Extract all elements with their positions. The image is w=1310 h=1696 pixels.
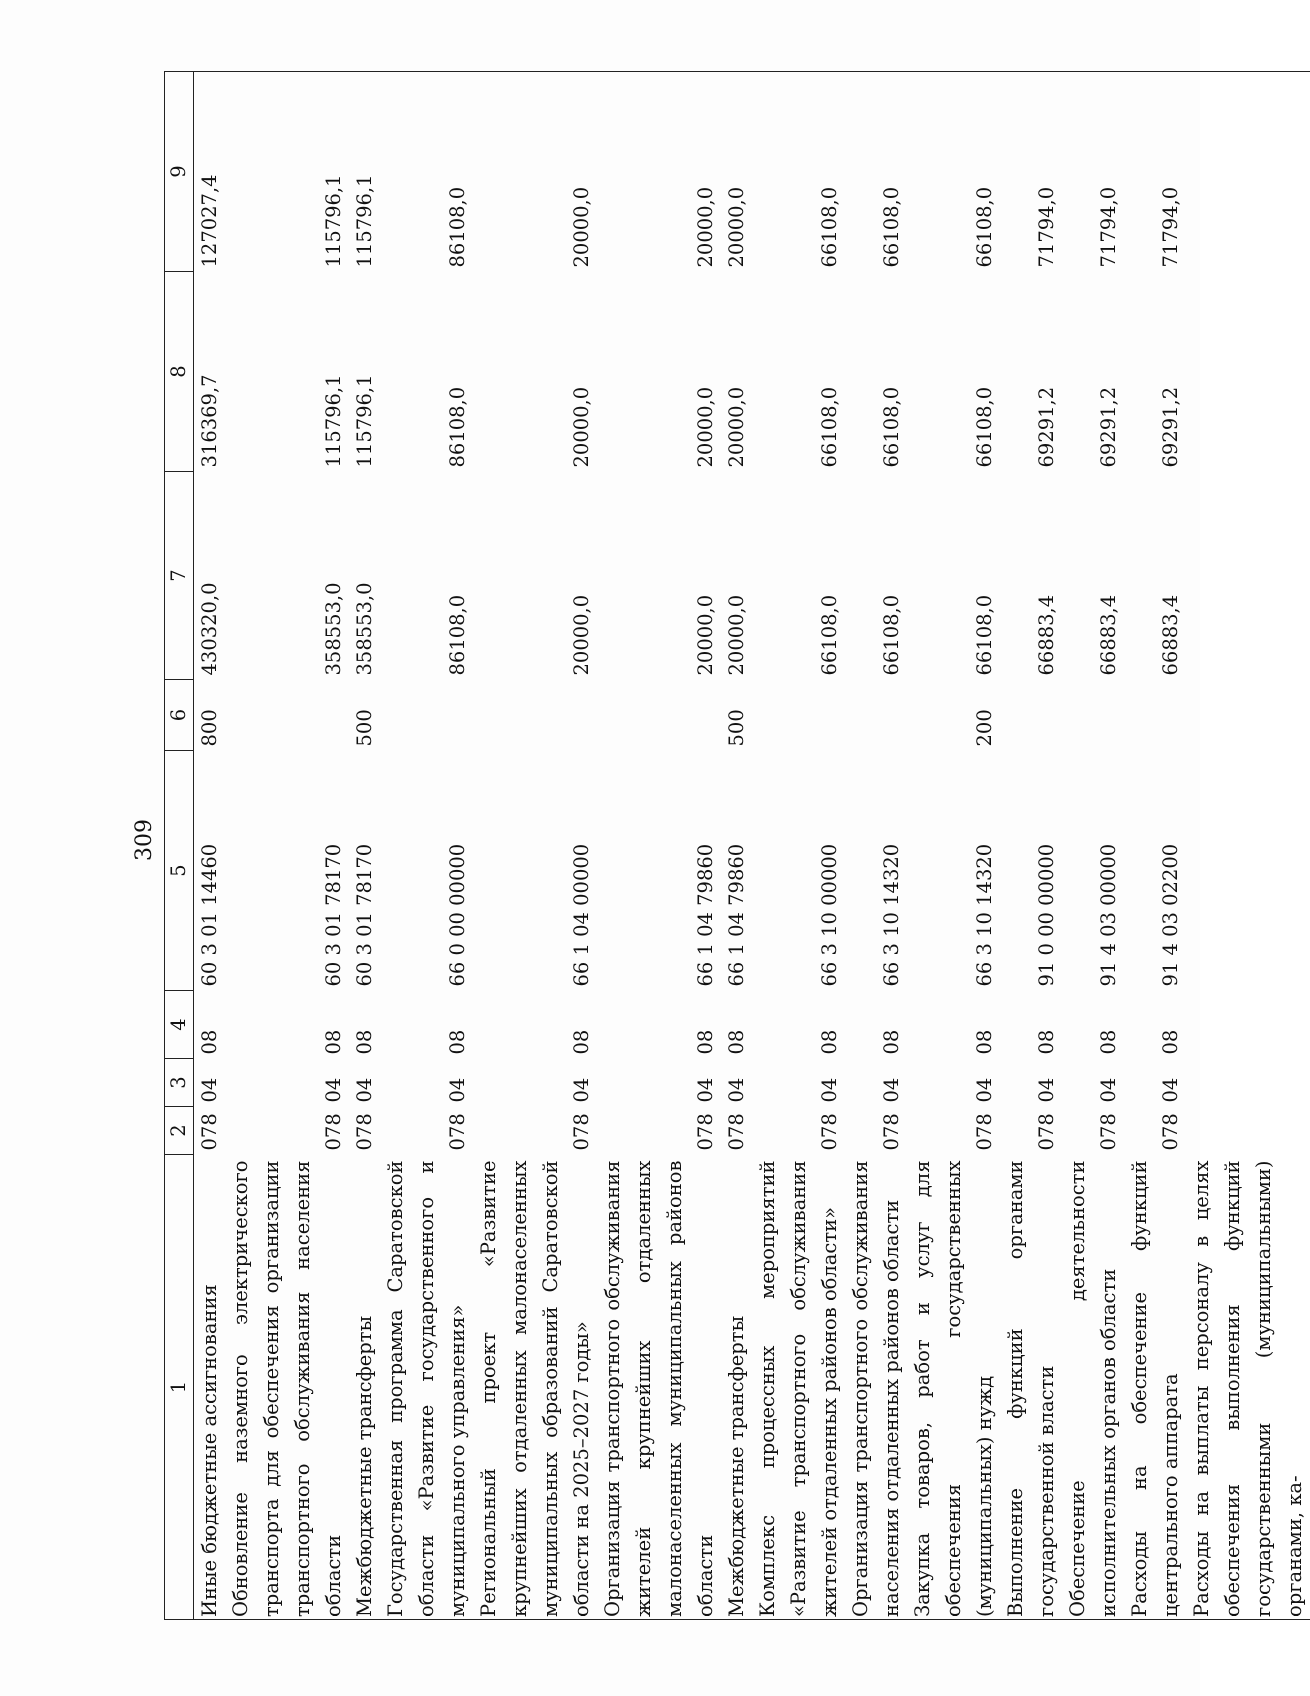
column-header: 1 [165, 1155, 194, 1620]
cell-amount-year2: 115796,1 [322, 374, 345, 468]
table-row [349, 72, 380, 1620]
cell-amount-year3: 66108,0 [845, 72, 907, 272]
cell-name: Государственная программа Саратовской области «Развитие государственного и муниципального управления» [380, 1155, 473, 1620]
cell-amount-year3: 66108,0 [907, 72, 1000, 272]
cell-expense-type: 800 [198, 709, 221, 747]
cell-amount-year3: 20000,0 [597, 72, 721, 272]
cell-section: 04 [322, 1077, 345, 1103]
cell-chapter: 078 [198, 1113, 221, 1151]
cell-amount-year2: 115796,1 [353, 374, 376, 468]
cell-section: 04 [570, 1077, 593, 1103]
cell-target-article: 91 0 00 00000 [1035, 843, 1058, 987]
cell-amount-year1: 86108,0 [446, 594, 469, 676]
cell-expense-type [845, 680, 907, 751]
cell-subsection: 08 [725, 1029, 748, 1055]
cell-amount-year2: 69291,2 [1097, 386, 1120, 468]
cell-chapter: 078 [353, 1113, 376, 1151]
cell-amount-year2: 69291,2 [1159, 386, 1182, 468]
cell-name: Региональный проект «Развитие крупнейших отдаленных малонаселенных муниципальных образований Саратовской области на 2025–2027 годы» [473, 1155, 597, 1620]
cell-chapter: 078 [322, 1113, 345, 1151]
cell-expense-type: 500 [353, 709, 376, 747]
cell-amount-year3 [1186, 72, 1310, 272]
table-row [845, 72, 907, 1620]
cell-name: Расходы на выплаты персоналу в целях обеспечения выполнения функций государственными (муниципальными) органами, ка- [1186, 1155, 1310, 1620]
cell-amount-year2: 316369,7 [198, 374, 221, 468]
cell-chapter: 078 [818, 1113, 841, 1151]
cell-amount-year3: 127027,4 [194, 72, 226, 272]
cell-amount-year1: 66108,0 [973, 594, 996, 676]
cell-amount-year3: 20000,0 [473, 72, 597, 272]
cell-target-article [1186, 751, 1310, 991]
column-header: 7 [165, 472, 194, 680]
cell-target-article: 60 3 01 78170 [322, 843, 345, 987]
column-header: 5 [165, 751, 194, 991]
cell-amount-year1: 66883,4 [1097, 594, 1120, 676]
cell-target-article: 91 4 03 02200 [1159, 843, 1182, 987]
cell-target-article: 66 0 00 00000 [446, 843, 469, 987]
cell-amount-year1: 20000,0 [570, 594, 593, 676]
cell-expense-type [752, 680, 845, 751]
cell-amount-year3: 66108,0 [752, 72, 845, 272]
cell-name: Выполнение функций органами государственной власти [1000, 1155, 1062, 1620]
cell-target-article: 60 3 01 14460 [198, 843, 221, 987]
cell-amount-year1: 358553,0 [322, 582, 345, 676]
table-row [1000, 72, 1062, 1620]
cell-subsection: 08 [1159, 1029, 1182, 1055]
cell-amount-year3: 71794,0 [1000, 72, 1062, 272]
column-header: 8 [165, 272, 194, 472]
cell-expense-type [597, 680, 721, 751]
cell-expense-type [1000, 680, 1062, 751]
cell-expense-type: 500 [725, 709, 748, 747]
cell-target-article: 66 1 04 00000 [570, 843, 593, 987]
cell-amount-year2 [1186, 272, 1310, 472]
cell-amount-year3: 71794,0 [1062, 72, 1124, 272]
cell-subsection: 08 [353, 1029, 376, 1055]
cell-chapter: 078 [1159, 1113, 1182, 1151]
cell-expense-type [1062, 680, 1124, 751]
cell-section: 04 [1097, 1077, 1120, 1103]
cell-subsection: 08 [322, 1029, 345, 1055]
page-number: 309 [132, 819, 157, 861]
cell-name: Межбюджетные трансферты [721, 1155, 752, 1620]
column-header: 3 [165, 1059, 194, 1107]
column-header: 4 [165, 991, 194, 1059]
cell-section: 04 [880, 1077, 903, 1103]
cell-target-article: 66 3 10 14320 [973, 843, 996, 987]
table-row [752, 72, 845, 1620]
cell-target-article: 66 1 04 79860 [694, 843, 717, 987]
cell-target-article: 66 3 10 14320 [880, 843, 903, 987]
cell-chapter [1186, 1107, 1310, 1155]
cell-name: Организация транспортного обслуживания жителей крупнейших отдаленных малонаселенных муниципальных районов области [597, 1155, 721, 1620]
cell-name: Организация транспортного обслуживания населения отдаленных районов области [845, 1155, 907, 1620]
cell-subsection: 08 [818, 1029, 841, 1055]
cell-section: 04 [1035, 1077, 1058, 1103]
cell-amount-year2: 66108,0 [973, 386, 996, 468]
cell-section: 04 [725, 1077, 748, 1103]
cell-section: 04 [818, 1077, 841, 1103]
column-header: 6 [165, 680, 194, 751]
cell-chapter: 078 [973, 1113, 996, 1151]
cell-chapter: 078 [1097, 1113, 1120, 1151]
rotated-content [130, 60, 1306, 1620]
cell-subsection: 08 [880, 1029, 903, 1055]
table-body [194, 72, 1310, 1620]
cell-name: Иные бюджетные ассигнования [194, 1155, 226, 1620]
cell-subsection: 08 [694, 1029, 717, 1055]
table-row [907, 72, 1000, 1620]
cell-chapter: 078 [880, 1113, 903, 1151]
cell-amount-year1: 66108,0 [880, 594, 903, 676]
cell-amount-year3: 115796,1 [349, 72, 380, 272]
budget-table [164, 71, 1310, 1620]
cell-amount-year3: 20000,0 [721, 72, 752, 272]
cell-amount-year2: 20000,0 [694, 386, 717, 468]
cell-expense-type [380, 680, 473, 751]
cell-section: 04 [1159, 1077, 1182, 1103]
table-row [1186, 72, 1310, 1620]
cell-target-article: 66 3 10 00000 [818, 843, 841, 987]
table-row [380, 72, 473, 1620]
column-header: 2 [165, 1107, 194, 1155]
cell-amount-year2: 66108,0 [818, 386, 841, 468]
table-row [225, 72, 349, 1620]
cell-amount-year2: 86108,0 [446, 386, 469, 468]
cell-amount-year3: 86108,0 [380, 72, 473, 272]
cell-expense-type [225, 680, 349, 751]
column-header: 9 [165, 72, 194, 272]
cell-amount-year1: 20000,0 [694, 594, 717, 676]
cell-amount-year3: 71794,0 [1124, 72, 1186, 272]
cell-subsection: 08 [1097, 1029, 1120, 1055]
cell-amount-year1: 66883,4 [1159, 594, 1182, 676]
cell-amount-year2: 66108,0 [880, 386, 903, 468]
cell-amount-year2: 20000,0 [570, 386, 593, 468]
cell-chapter: 078 [725, 1113, 748, 1151]
cell-expense-type [473, 680, 597, 751]
table-row [597, 72, 721, 1620]
table-row [1124, 72, 1186, 1620]
cell-amount-year1: 430320,0 [198, 582, 221, 676]
cell-chapter: 078 [570, 1113, 593, 1151]
cell-name: Обеспечение деятельности исполнительных органов области [1062, 1155, 1124, 1620]
cell-amount-year1: 66108,0 [818, 594, 841, 676]
cell-target-article: 66 1 04 79860 [725, 843, 748, 987]
cell-expense-type: 200 [973, 709, 996, 747]
cell-subsection: 08 [973, 1029, 996, 1055]
cell-subsection: 08 [570, 1029, 593, 1055]
cell-subsection: 08 [446, 1029, 469, 1055]
cell-subsection [1186, 991, 1310, 1059]
table-row [194, 72, 226, 1620]
cell-section: 04 [198, 1077, 221, 1103]
cell-section: 04 [446, 1077, 469, 1103]
table-row [721, 72, 752, 1620]
cell-target-article: 60 3 01 78170 [353, 843, 376, 987]
table-header-row [165, 72, 194, 1620]
cell-amount-year3: 115796,1 [225, 72, 349, 272]
cell-expense-type [1124, 680, 1186, 751]
cell-chapter: 078 [1035, 1113, 1058, 1151]
cell-subsection: 08 [198, 1029, 221, 1055]
cell-chapter: 078 [694, 1113, 717, 1151]
cell-section: 04 [353, 1077, 376, 1103]
cell-name: Межбюджетные трансферты [349, 1155, 380, 1620]
cell-amount-year1: 20000,0 [725, 594, 748, 676]
cell-name: Обновление наземного электрического транспорта для обеспечения организации транспортного обслуживания населения области [225, 1155, 349, 1620]
cell-amount-year1: 66883,4 [1035, 594, 1058, 676]
cell-amount-year1 [1186, 472, 1310, 680]
cell-subsection: 08 [1035, 1029, 1058, 1055]
cell-chapter: 078 [446, 1113, 469, 1151]
table-row [473, 72, 597, 1620]
cell-amount-year2: 69291,2 [1035, 386, 1058, 468]
cell-expense-type [1186, 680, 1310, 751]
cell-name: Расходы на обеспечение функций центрального аппарата [1124, 1155, 1186, 1620]
cell-name: Закупка товаров, работ и услуг для обеспечения государственных (муниципальных) нужд [907, 1155, 1000, 1620]
table-row [1062, 72, 1124, 1620]
cell-name: Комплекс процессных мероприятий «Развитие транспортного обслуживания жителей отдаленных районов области» [752, 1155, 845, 1620]
cell-section: 04 [973, 1077, 996, 1103]
cell-target-article: 91 4 03 00000 [1097, 843, 1120, 987]
cell-section: 04 [694, 1077, 717, 1103]
cell-section [1186, 1059, 1310, 1107]
cell-amount-year1: 358553,0 [353, 582, 376, 676]
cell-amount-year2: 20000,0 [725, 386, 748, 468]
